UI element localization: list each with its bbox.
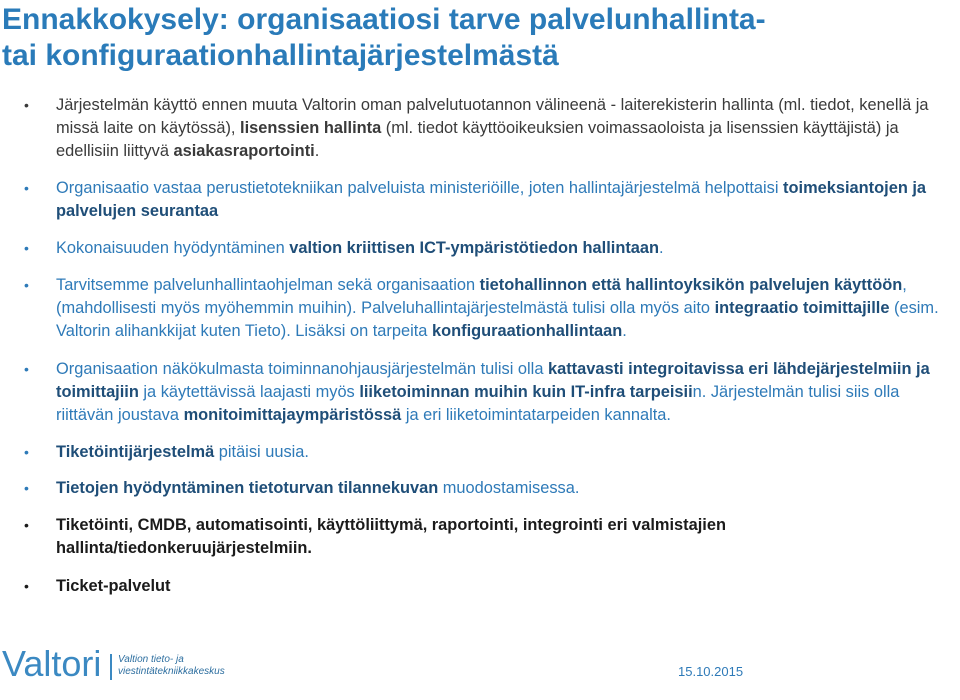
bullet-text: Organisaatio vastaa perustietotekniikan palveluista ministeriöille, joten hallintajärjestelmä helpottaisi bbox=[56, 179, 784, 197]
bullet-text: (ml. tiedot käyttöoikeuksien voimassaoloista ja lisenssien käyttäjistä) ja edellisiin liittyvä bbox=[56, 119, 899, 160]
bullet-item bbox=[24, 237, 944, 260]
bullet-dot-icon: • bbox=[24, 578, 29, 594]
bullet-text: . bbox=[622, 322, 627, 340]
bullet-dot-icon: • bbox=[24, 517, 29, 533]
bullet-emphasis: lisenssien hallinta bbox=[240, 119, 382, 137]
logo-divider bbox=[110, 654, 112, 680]
bullet-emphasis: konfiguraationhallintaan bbox=[431, 322, 623, 340]
bullet-text: Tarvitsemme palvelunhallintaohjelman sekä organisaation bbox=[56, 276, 480, 294]
bullet-emphasis: liiketoiminnan muihin kuin IT-infra tarpeisii bbox=[359, 383, 693, 401]
bullet-item bbox=[24, 575, 944, 598]
bullet-emphasis: toimeksiantojen ja palvelujen seurantaa bbox=[56, 179, 927, 220]
bullet-dot-icon: • bbox=[24, 480, 29, 496]
bullet-item bbox=[24, 274, 944, 343]
logo-tagline-line-2: viestintätekniikkakeskus bbox=[118, 666, 225, 677]
bullet-item bbox=[24, 477, 944, 500]
bullet-emphasis: Tietojen hyödyntäminen tietoturvan tilannekuvan bbox=[56, 479, 439, 497]
bullet-text: ja eri liiketoimintatarpeiden kannalta. bbox=[401, 406, 671, 424]
valtori-logo bbox=[0, 643, 240, 686]
slide-title-line-1: Ennakkokysely: organisaatiosi tarve palvelunhallinta- bbox=[2, 3, 766, 36]
slide-title-line-2: tai konfiguraationhallintajärjestelmästä bbox=[2, 39, 559, 72]
bullet-text: . bbox=[314, 142, 320, 160]
bullet-text: ja käytettävissä laajasti myös bbox=[138, 383, 360, 401]
bullet-emphasis: kattavasti integroitavissa eri lähdejärjestelmiin ja toimittajiin bbox=[56, 360, 930, 401]
bullet-item bbox=[24, 358, 944, 427]
slide-date: 15.10.2015 bbox=[678, 664, 744, 679]
bullet-emphasis: tietohallinnon että hallintoyksikön palvelujen käyttöön bbox=[479, 276, 903, 294]
bullet-emphasis: Ticket-palvelut bbox=[56, 577, 171, 595]
bullet-item bbox=[24, 514, 944, 560]
slide-title bbox=[2, 2, 952, 74]
bullet-text: Järjestelmän käyttö ennen muuta Valtorin oman palvelutuotannon välineenä - laiterekisterin hallinta (ml. tiedot, kenellä ja missä laite on käytössä), bbox=[56, 96, 929, 137]
bullet-text: pitäisi uusia. bbox=[214, 443, 309, 461]
bullet-emphasis: asiakasraportointi bbox=[173, 142, 315, 160]
bullet-emphasis: Tiketöinti, CMDB, automatisointi, käyttöliittymä, raportointi, integrointi eri valmistajien hallinta/tiedonkeruujärjestelmiin. bbox=[56, 516, 726, 557]
bullet-text: n. Järjestelmän tulisi siis olla riittävän joustava bbox=[56, 383, 900, 424]
bullet-dot-icon: • bbox=[24, 180, 29, 196]
logo-tagline-line-1: Valtion tieto- ja bbox=[118, 654, 184, 665]
bullet-list bbox=[24, 94, 944, 611]
bullet-dot-icon: • bbox=[24, 444, 29, 460]
bullet-item bbox=[24, 441, 944, 464]
bullet-emphasis: integraatio toimittajille bbox=[714, 299, 890, 317]
bullet-dot-icon: • bbox=[24, 97, 29, 113]
bullet-dot-icon: • bbox=[24, 361, 29, 377]
bullet-text: Kokonaisuuden hyödyntäminen bbox=[56, 239, 290, 257]
bullet-emphasis: valtion kriittisen ICT-ympäristötiedon hallintaan bbox=[289, 239, 660, 257]
bullet-text: (esim. Valtorin alihankkijat kuten Tieto). Lisäksi on tarpeita bbox=[56, 299, 939, 340]
bullet-emphasis: monitoimittajaympäristössä bbox=[183, 406, 402, 424]
bullet-text: muodostamisessa. bbox=[438, 479, 580, 497]
bullet-emphasis: Tiketöintijärjestelmä bbox=[56, 443, 215, 461]
bullet-text: . bbox=[659, 239, 664, 257]
logo-wordmark: Valtori bbox=[2, 643, 102, 684]
logo-tagline bbox=[118, 654, 225, 678]
bullet-text: , (mahdollisesti myös myöhemmin muihin). Palveluhallintajärjestelmästä tulisi olla myös aito bbox=[56, 276, 907, 317]
bullet-item bbox=[24, 177, 944, 223]
bullet-text: Organisaation näkökulmasta toiminnanohjausjärjestelmän tulisi olla bbox=[56, 360, 548, 378]
bullet-dot-icon: • bbox=[24, 277, 29, 293]
bullet-item bbox=[24, 94, 944, 163]
bullet-dot-icon: • bbox=[24, 240, 29, 256]
